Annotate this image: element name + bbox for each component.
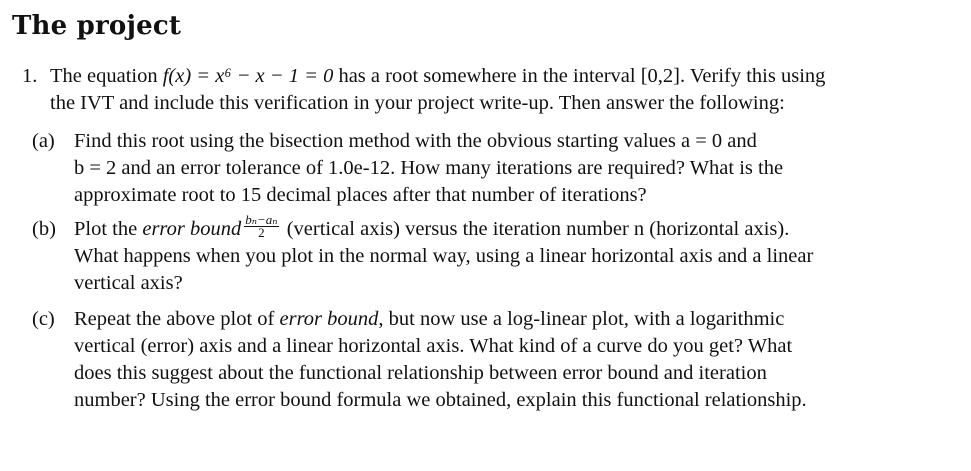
subpart-label: (c) bbox=[32, 308, 55, 330]
error-bound-fraction bbox=[244, 211, 278, 240]
subpart-c-line-1 bbox=[74, 306, 950, 333]
subpart-c-body bbox=[74, 306, 950, 414]
subpart-b-body bbox=[74, 211, 950, 297]
subpart-b-line1-post: (vertical axis) versus the iteration number n (horizontal axis). bbox=[281, 218, 790, 240]
subpart-label: (b) bbox=[32, 218, 56, 240]
subpart-c-line1-pre: Repeat the above plot of bbox=[74, 308, 280, 330]
subpart-a-line-3: approximate root to 15 decimal places after that number of iterations? bbox=[74, 184, 647, 206]
subpart-a-line-1: Find this root using the bisection method with the obvious starting values a = 0 and bbox=[74, 130, 757, 152]
subpart-a-body bbox=[74, 128, 950, 209]
subpart-c-line-2: vertical (error) axis and a linear horizontal axis. What kind of a curve do you get? What bbox=[74, 335, 793, 357]
problem-line-2: the IVT and include this verification in your project write-up. Then answer the following: bbox=[50, 92, 785, 114]
subpart-b-line1-pre: Plot the bbox=[74, 218, 143, 240]
problem-number: 1. bbox=[22, 65, 38, 87]
subpart-b-line-2: What happens when you plot in the normal way, using a linear horizontal axis and a linear bbox=[74, 245, 814, 267]
subpart-b-line-1 bbox=[74, 211, 950, 243]
problem-line1-pre: The equation bbox=[50, 65, 163, 87]
error-bound-term: error bound bbox=[142, 218, 242, 240]
subpart-c-line-4: number? Using the error bound formula we obtained, explain this functional relationship. bbox=[74, 389, 807, 411]
problem-statement bbox=[50, 63, 952, 117]
fraction-denominator: 2 bbox=[258, 224, 265, 240]
fraction-numerator: bₙ−aₙ bbox=[245, 211, 278, 227]
subpart-a-line-2: b = 2 and an error tolerance of 1.0e-12. How many iterations are required? What is the bbox=[74, 157, 784, 179]
equation: f(x) = x⁶ − x − 1 = 0 bbox=[162, 65, 334, 87]
subpart-c-line-3: does this suggest about the functional relationship between error bound and iteration bbox=[74, 362, 767, 384]
error-bound-term: error bound bbox=[279, 308, 379, 330]
subpart-c-line1-post: , but now use a log-linear plot, with a logarithmic bbox=[378, 308, 785, 330]
subpart-label: (a) bbox=[32, 130, 55, 152]
section-title: The project bbox=[12, 11, 182, 41]
problem-line1-post: has a root somewhere in the interval [0,2]. Verify this using bbox=[333, 65, 826, 87]
subpart-b-line-3: vertical axis? bbox=[74, 272, 183, 294]
problem-line-1 bbox=[50, 63, 952, 90]
